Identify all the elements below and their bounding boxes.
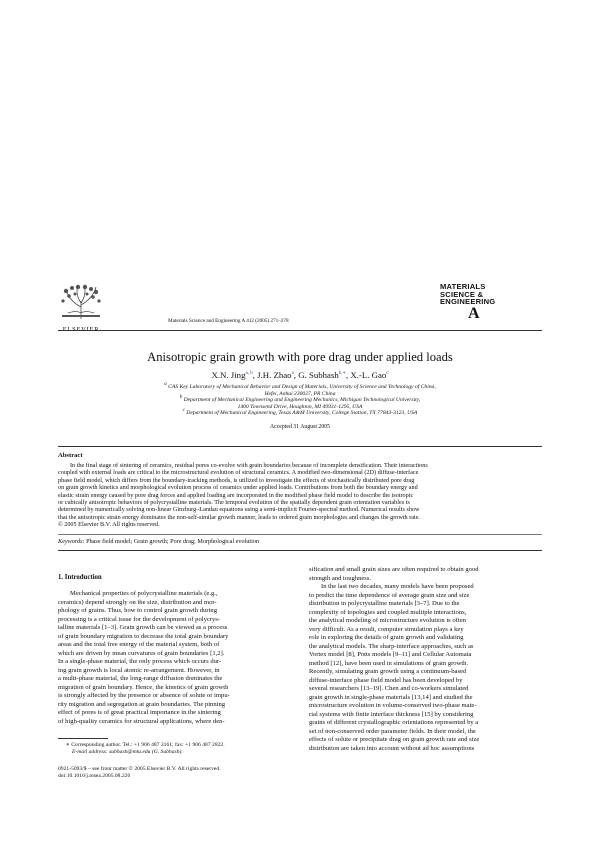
body-line: method [12], have been used in simulations of grain growth. <box>309 659 469 667</box>
body-line: distribution in polycrystalline materials [3–7]. Due to the <box>309 600 460 607</box>
body-line: to predict the time dependence of average grain size and size <box>309 591 470 599</box>
left-column <box>58 590 291 726</box>
abstract-line: or cubically anisotropic behaviors of polycrystalline materials. The temporal evolution of the spatially dependent grain orientation variables is <box>58 499 410 507</box>
body-line: grain growth in single-phase materials [13,14] and studied the <box>309 693 473 701</box>
journal-logo-line1: MATERIALS <box>440 282 486 291</box>
body-line: grains of different crystallographic orientations represented by a <box>309 719 479 726</box>
footnote-rule <box>58 738 108 739</box>
body-line: areas and the total free energy of the material system, both of <box>58 641 220 648</box>
keywords-top-rule <box>58 534 542 535</box>
abstract-line: phase field model, which differs from the boundary-tracking methods, is utilized to investigate the effects of stochastically distributed pore drag <box>58 476 415 484</box>
issn-line: 0921-5093/$ – see front matter © 2005 Elsevier B.V. All rights reserved. <box>58 766 221 772</box>
journal-logo-line3: ENGINEERING <box>440 297 496 307</box>
abstract-line: determined by numerically solving non-linear Ginzburg–Landau equations using a semi-implicit Fourier-spectral method. Numerical results show <box>58 506 420 514</box>
publisher-name: ELSEVIER <box>62 326 100 333</box>
front-matter <box>58 766 358 779</box>
accepted-date: Accepted 31 August 2005 <box>269 424 331 430</box>
body-line: sification and small grain sizes are often required to obtain good <box>309 566 479 573</box>
affiliation-line: CAS Key Laboratory of Mechanical Behavior and Design of Materials, University of Science and Technology of China, <box>168 384 436 390</box>
body-line: ing grain growth is local atomic re-arrangement. However, in <box>58 666 220 674</box>
body-line: ceramics) depend strongly on the size, distribution and mor- <box>58 598 217 606</box>
keywords-bottom-rule <box>58 550 542 551</box>
abstract-line: on grain growth kinetics and morphological evolution process of ceramics under applied loads. Contributions from both the boundary energy and <box>58 484 418 492</box>
abstract-line: © 2005 Elsevier B.V. All rights reserved. <box>58 521 160 529</box>
body-line: processing is a critical issue for the development of polycrys- <box>58 615 221 623</box>
author-affil-mark: c <box>386 371 389 377</box>
header-rule <box>58 330 542 331</box>
affiliation-c <box>58 410 542 417</box>
author-name: G. Subhash <box>298 370 339 380</box>
body-line: role in exploring the details of grain growth and validating <box>309 634 464 641</box>
body-line: the analytical modeling of microstructure evolution is often <box>309 617 466 624</box>
journal-logo-line2: SCIENCE & <box>440 289 484 299</box>
body-line: Mechanical properties of polycrystalline materials (e.g., <box>70 590 218 597</box>
author-affil-mark: a, b <box>245 371 253 377</box>
body-line: rial systems with finite interface thickness [15] by considering <box>309 710 474 718</box>
elsevier-tree-icon <box>58 283 104 321</box>
affil-mark: b <box>179 395 183 401</box>
body-line: talline materials [1–3]. Grain growth can be viewed as a process <box>58 624 228 631</box>
keywords-label: Keywords: <box>58 538 85 545</box>
body-line: a multi-phase material, the long-range diffusion dominates the <box>58 675 223 682</box>
body-line: of grain boundary migration to decrease the total grain boundary <box>58 632 229 640</box>
author-name: X.-L. Gao <box>350 370 387 380</box>
affiliations <box>58 384 542 417</box>
keywords-text: Phase field model; Grain growth; Pore drag; Morphological evolution <box>86 538 260 545</box>
body-line: is strongly affected by the presence or absence of solute or impu- <box>58 692 230 699</box>
keywords <box>58 538 542 545</box>
body-line: distribution are taken into account without ad hoc assumptions <box>309 744 475 752</box>
author-affil-mark: a <box>291 371 294 377</box>
section-heading: 1. Introduction <box>58 574 102 581</box>
abstract-line: In the final stage of sintering of ceramics, residual pores co-evolve with grain boundaries because of incomplete densification. Their interactions <box>70 462 428 469</box>
body-line: the analytical models. The sharp-interface approaches, such as <box>309 642 474 650</box>
elsevier-logo <box>58 283 104 333</box>
affil-mark: a <box>164 382 167 388</box>
body-line: In the last two decades, many models have been proposed <box>321 583 474 590</box>
affiliation-b <box>58 397 542 404</box>
body-line: microstructure evolution in volume-conserved two-phase mate- <box>309 702 477 709</box>
abstract-line: coupled with external loads are critical to the microstructural evolution of structural ceramics. A modified two-dimensional (2D) diffuse-interface <box>58 469 419 477</box>
body-line: Recently, simulating grain growth using a continuum-based <box>309 668 467 675</box>
abstract-line: elastic strain energy caused by pore drag forces and applied loading are incorporated in the modified phase field model to describe the isotropic <box>58 491 414 499</box>
body-line: strength and toughness. <box>309 574 372 582</box>
author-list: X.N. Jing$^{a, b}$, J.H. Zhao$^a$, G. Subhash$^{b,∗}$, X.-L. Gao$^c$ <box>211 370 389 380</box>
affil-mark: c <box>182 408 185 414</box>
body-line: of high-quality ceramics for structural applications, where den- <box>58 717 225 725</box>
body-line: effect of pores is of great practical importance in the sintering <box>58 709 221 716</box>
body-line: effects of solute or precipitate drag on grain growth rate and size <box>309 736 480 743</box>
body-line: phology of grains. Thus, how to control grain growth during <box>58 607 218 614</box>
journal-logo <box>440 283 510 327</box>
abstract-heading: Abstract <box>58 452 83 459</box>
body-line: which are driven by mean curvatures of grain boundaries [1,2]. <box>58 649 225 657</box>
right-column <box>309 566 542 753</box>
body-line: set of non-conserved order parameter fields. In their model, the <box>309 727 476 735</box>
corresponding-author-note: ∗ Corresponding author. Tel.: +1 906 487 3161; fax: +1 906 487 2822. <box>66 742 225 748</box>
affiliation-a <box>58 384 542 391</box>
body-line: several researchers [13–19]. Chen and co-workers simulated <box>309 685 469 692</box>
footnote <box>58 742 298 755</box>
body-line: very difficult. As a result, computer simulation plays a key <box>309 625 464 633</box>
author-name: J.H. Zhao <box>257 370 292 380</box>
doi-line: doi:10.1016/j.msea.2005.08.220 <box>58 772 131 779</box>
abstract-line: that the anisotropic strain energy dominates the non-self-similar growth manner, leads to ordered grain morphologies and changes the growth rate. <box>58 513 421 521</box>
email-note: E-mail address: subhash@mtu.edu (G. Subhash). <box>72 748 183 755</box>
journal-logo-letter: A <box>468 304 480 322</box>
affiliation-line: Department of Mechanical Engineering, Texas A&M University, College Station, TX 77843-3123, USA <box>186 410 418 417</box>
abstract-top-rule <box>58 446 542 447</box>
affiliation-line: Hefei, Anhui 230027, PR China <box>264 390 336 397</box>
body-line: rity migration and segregation at grain boundaries. The pinning <box>58 700 226 708</box>
body-line: complexity of topologies and coupled multiple interactions, <box>309 608 467 616</box>
body-line: Vortex model [8], Potts models [9–11] and Cellular Automata <box>309 651 472 658</box>
body-line: migration of grain boundary. Hence, the kinetics of grain growth <box>58 683 229 691</box>
author-affil-mark: b,∗ <box>338 371 346 377</box>
author-name: X.N. Jing <box>211 370 246 380</box>
body-line: In a single-phase material, the only process which occurs dur- <box>58 658 222 665</box>
journal-citation: Materials Science and Engineering A 412 (2005) 271–278 <box>168 318 289 324</box>
body-line: diffuse-interface phase field model has been developed by <box>309 676 463 684</box>
abstract-body <box>58 462 542 529</box>
affiliation-line: Department of Mechanical Engineering and Engineering Mechanics, Michigan Technological University, <box>183 397 421 404</box>
paper-title: Anisotropic grain growth with pore drag under applied loads <box>147 350 453 364</box>
affiliation-line: 1400 Townsend Drive, Houghton, MI 49931-1295, USA <box>237 403 363 410</box>
